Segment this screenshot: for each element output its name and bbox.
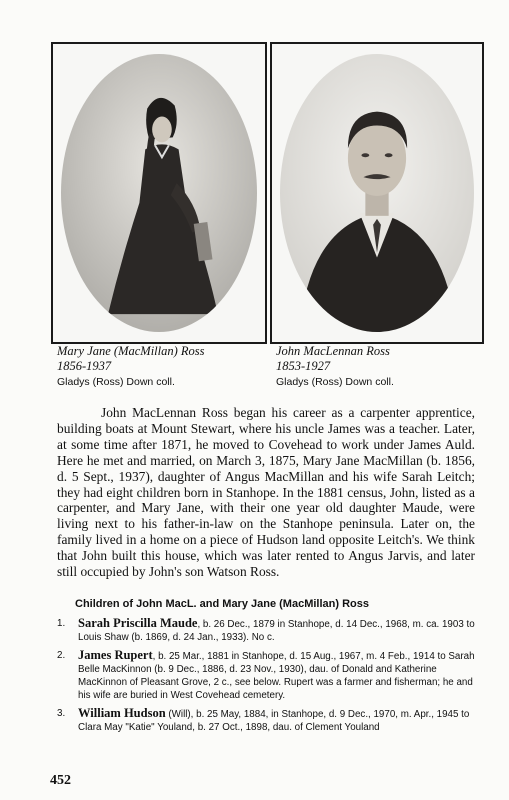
children-heading: Children of John MacL. and Mary Jane (MacMillan) Ross	[75, 598, 369, 610]
portrait-photo-mary-jane	[61, 54, 257, 332]
list-item	[57, 707, 482, 735]
child-details: , b. 25 Mar., 1881 in Stanhope, d. 15 Aug., 1967, m. 4 Feb., 1914 to Sarah Belle MacKinnon (b. 9 Dec., 1886, d. 23 Nov., 1930), dau. of Donald and Katherine MacKinnon of Pleasant Grove, 2 c., see below. Rupert was a farmer and fisherman; he and his wife are buried in West Covehead cemetery.	[78, 650, 475, 702]
child-details: (Will), b. 25 May, 1884, in Stanhope, d. 9 Dec., 1970, m. Apr., 1945 to Clara May "Katie" Youland, b. 27 Oct., 1898, dau. of Clement Youland	[78, 708, 470, 734]
child-name: James Rupert	[78, 647, 153, 662]
caption-credit: Gladys (Ross) Down coll.	[276, 376, 394, 388]
caption-dates: 1853-1927	[276, 359, 331, 373]
photo-frame-john	[270, 42, 484, 344]
caption-dates: 1856-1937	[57, 359, 112, 373]
list-item	[57, 617, 482, 645]
caption-mary-jane	[57, 344, 205, 390]
page-number: 452	[50, 773, 71, 788]
children-list	[57, 617, 482, 738]
child-name: Sarah Priscilla Maude	[78, 616, 198, 630]
list-item-number: 1.	[57, 618, 66, 629]
caption-name: John MacLennan Ross	[276, 344, 390, 358]
child-name: William Hudson	[78, 705, 166, 720]
caption-credit: Gladys (Ross) Down coll.	[57, 376, 175, 388]
biography-paragraph: John MacLennan Ross began his career as a carpenter apprentice, building boats at Mount Stewart, where his uncle James was a teacher. Later, at some time after 1871, he moved to Covehead to work under James Auld. Here he met and married, on March 3, 1875, Mary Jane MacMillan (b. 1856, d. 5 Sept., 1937), daughter of Angus MacMillan and his wife Sarah Leitch; they had eight children born in Stanhope. In the 1881 census, John, listed as a carpenter, and Mary Jane, with their one year old daughter Maude, were living next to his father-in-law on the Stanhope peninsula. Later on, the family lived in a home on a piece of Hudson land opposite Leitch's. We think that John built this house, which was later rented to Angus Jarvis, and later still occupied by John's son Watson Ross.	[57, 405, 475, 580]
child-details: , b. 26 Dec., 1879 in Stanhope, d. 14 Dec., 1968, m. ca. 1903 to Louis Shaw (b. 1869, d. 24 Jan., 1933). No c.	[78, 619, 475, 644]
photo-frame-mary-jane	[51, 42, 267, 344]
portrait-photo-john	[280, 54, 474, 332]
list-item-number: 3.	[57, 707, 66, 719]
caption-name: Mary Jane (MacMillan) Ross	[57, 344, 205, 358]
list-item-number: 2.	[57, 649, 66, 661]
caption-john	[276, 344, 394, 390]
list-item	[57, 649, 482, 703]
